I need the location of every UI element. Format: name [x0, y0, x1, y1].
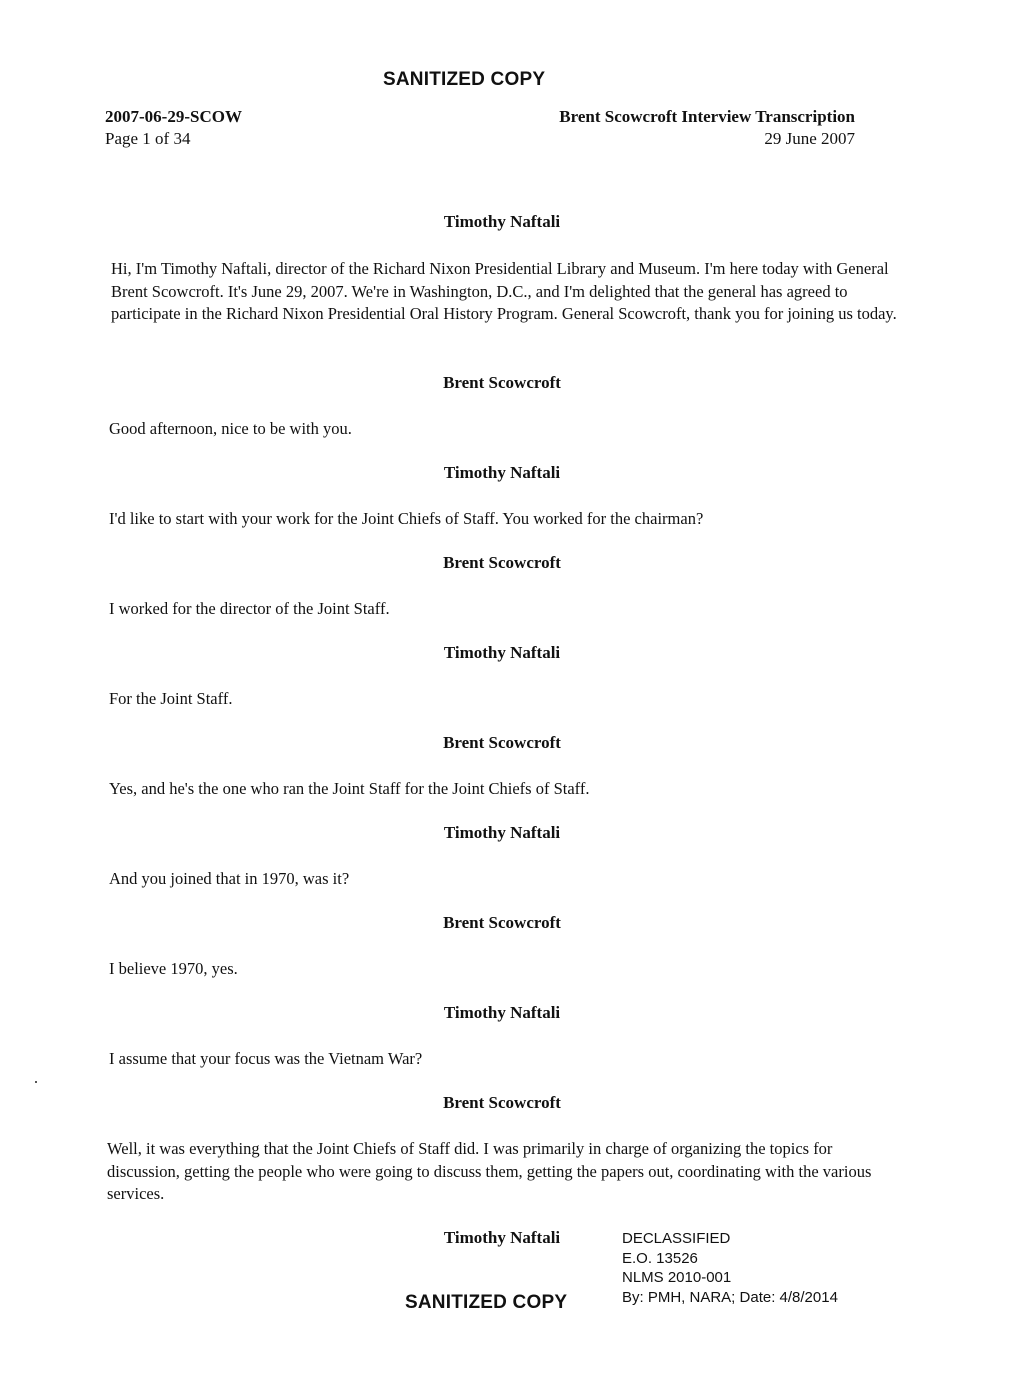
page-number: Page 1 of 34 [105, 129, 191, 148]
speaker-heading: Brent Scowcroft [443, 1093, 561, 1112]
transcript-paragraph: I assume that your focus was the Vietnam War? [109, 1049, 423, 1068]
header-right [559, 106, 855, 150]
transcript-paragraph: Good afternoon, nice to be with you. [109, 419, 352, 438]
transcript-paragraph: Yes, and he's the one who ran the Joint Staff for the Joint Chiefs of Staff. [109, 779, 590, 798]
speaker-heading: Timothy Naftali [443, 1003, 561, 1022]
sanitized-copy-stamp-top: SANITIZED COPY [383, 69, 546, 90]
declass-case-number: NLMS 2010-001 [622, 1269, 732, 1286]
transcript-paragraph: I believe 1970, yes. [109, 959, 238, 978]
declass-order: E.O. 13526 [622, 1249, 698, 1267]
speaker-heading: Timothy Naftali [443, 212, 561, 231]
declassification-block [622, 1229, 838, 1307]
transcript-paragraph: Well, it was everything that the Joint Chiefs of Staff did. I was primarily in charge of organizing the topics for discussion, getting the people who were going to discuss them, getting the papers out, coordinating with the various services. [107, 1139, 872, 1203]
speaker-heading: Timothy Naftali [443, 1228, 561, 1247]
declass-status: DECLASSIFIED [622, 1230, 731, 1247]
transcript-paragraph: Hi, I'm Timothy Naftali, director of the Richard Nixon Presidential Library and Museum. I'm here today with General Brent Scowcroft. It's June 29, 2007. We're in Washington, D.C., and I'm delighted that the general has agreed to participate in the Richard Nixon Presidential Oral History Program. General Scowcroft, thank you for joining us today. [111, 259, 897, 323]
speaker-heading: Timothy Naftali [443, 463, 561, 482]
scan-speck [35, 1081, 37, 1083]
transcript-paragraph: I worked for the director of the Joint Staff. [109, 599, 390, 618]
speaker-heading: Brent Scowcroft [443, 733, 561, 752]
document-id: 2007-06-29-SCOW [105, 107, 242, 126]
header-left [105, 106, 242, 150]
speaker-heading: Brent Scowcroft [443, 553, 561, 572]
speaker-heading: Timothy Naftali [443, 643, 561, 662]
speaker-heading: Brent Scowcroft [443, 913, 561, 932]
document-date: 29 June 2007 [764, 129, 855, 148]
document-title: Brent Scowcroft Interview Transcription [559, 107, 855, 126]
speaker-heading: Timothy Naftali [443, 823, 561, 842]
transcript-paragraph: For the Joint Staff. [109, 689, 233, 708]
declass-authority: By: PMH, NARA; Date: 4/8/2014 [622, 1288, 838, 1306]
transcript-paragraph: And you joined that in 1970, was it? [109, 869, 350, 888]
sanitized-copy-stamp-bottom: SANITIZED COPY [405, 1292, 568, 1313]
transcript-paragraph: I'd like to start with your work for the Joint Chiefs of Staff. You worked for the chairman? [109, 509, 704, 528]
speaker-heading: Brent Scowcroft [443, 373, 561, 392]
